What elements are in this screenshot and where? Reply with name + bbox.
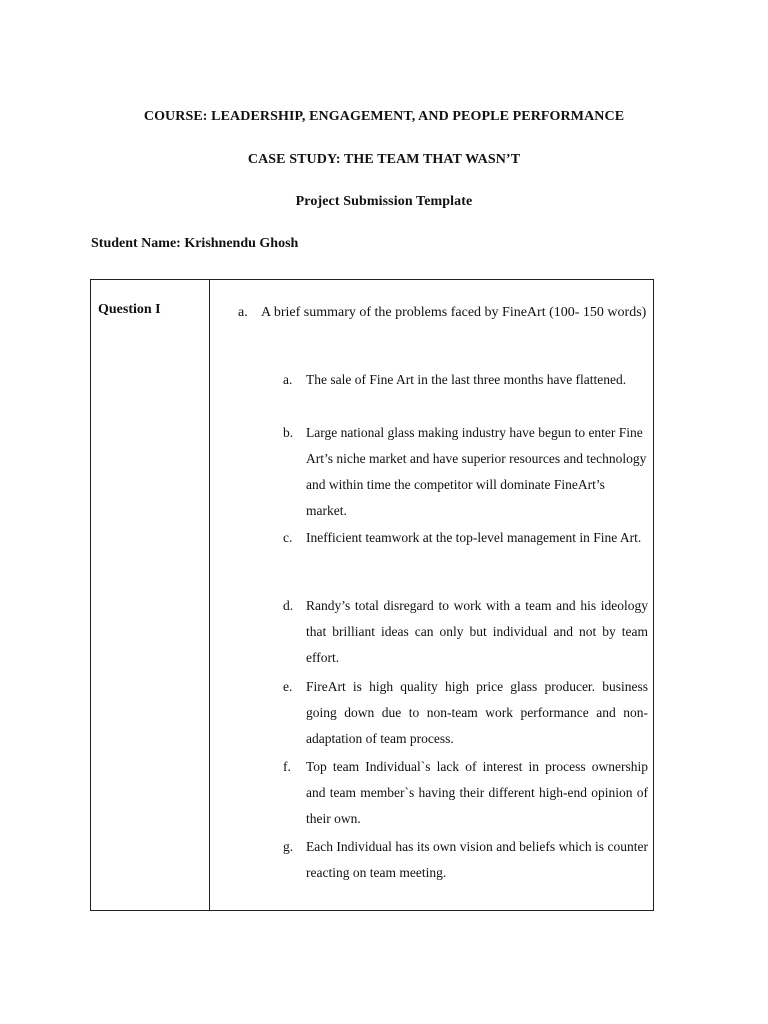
list-item — [283, 420, 648, 524]
list-item — [283, 674, 648, 752]
list-item-text: The sale of Fine Art in the last three months have flattened. — [306, 372, 627, 387]
question-label: Question I — [98, 302, 161, 317]
list-item-text: Randy’s total disregard to work with a team and his ideology that brilliant ideas can only but individual and not by team effort. — [306, 598, 648, 665]
prompt-marker: a. — [238, 305, 248, 320]
list-item-marker: a. — [283, 372, 293, 387]
list-item — [283, 367, 648, 393]
list-item — [283, 834, 648, 886]
answer-table — [90, 279, 654, 911]
list-item-marker: g. — [283, 839, 294, 854]
column-divider — [209, 280, 210, 910]
course-title: COURSE: LEADERSHIP, ENGAGEMENT, AND PEOPLE PERFORMANCE — [143, 109, 625, 124]
list-item-marker: b. — [283, 425, 294, 440]
list-item-text: Each Individual has its own vision and beliefs which is counter reacting on team meeting. — [306, 839, 648, 880]
list-item-text: Top team Individual`s lack of interest in process ownership and team member`s having their different high-end opinion of their own. — [306, 759, 648, 826]
student-name: Student Name: Krishnendu Ghosh — [91, 236, 299, 251]
list-item-text: Inefficient teamwork at the top-level management in Fine Art. — [306, 530, 642, 545]
list-item-marker: c. — [283, 530, 293, 545]
case-study-title: CASE STUDY: THE TEAM THAT WASN’T — [247, 152, 521, 167]
template-title: Project Submission Template — [295, 194, 473, 209]
list-item — [283, 754, 648, 832]
prompt-text: A brief summary of the problems faced by FineArt (100- 150 words) — [261, 305, 647, 320]
list-item — [283, 593, 648, 671]
list-item-marker: f. — [283, 759, 291, 774]
list-item-marker: e. — [283, 679, 293, 694]
list-item-marker: d. — [283, 598, 294, 613]
list-item — [283, 525, 648, 551]
list-item-text: FireArt is high quality high price glass producer. business going down due to non-team work performance and non-adaptation of team process. — [306, 679, 648, 746]
question-prompt — [238, 300, 648, 326]
list-item-text: Large national glass making industry have begun to enter Fine Art’s niche market and have superior resources and technology and within time the competitor will dominate FineArt’s market. — [306, 425, 647, 518]
